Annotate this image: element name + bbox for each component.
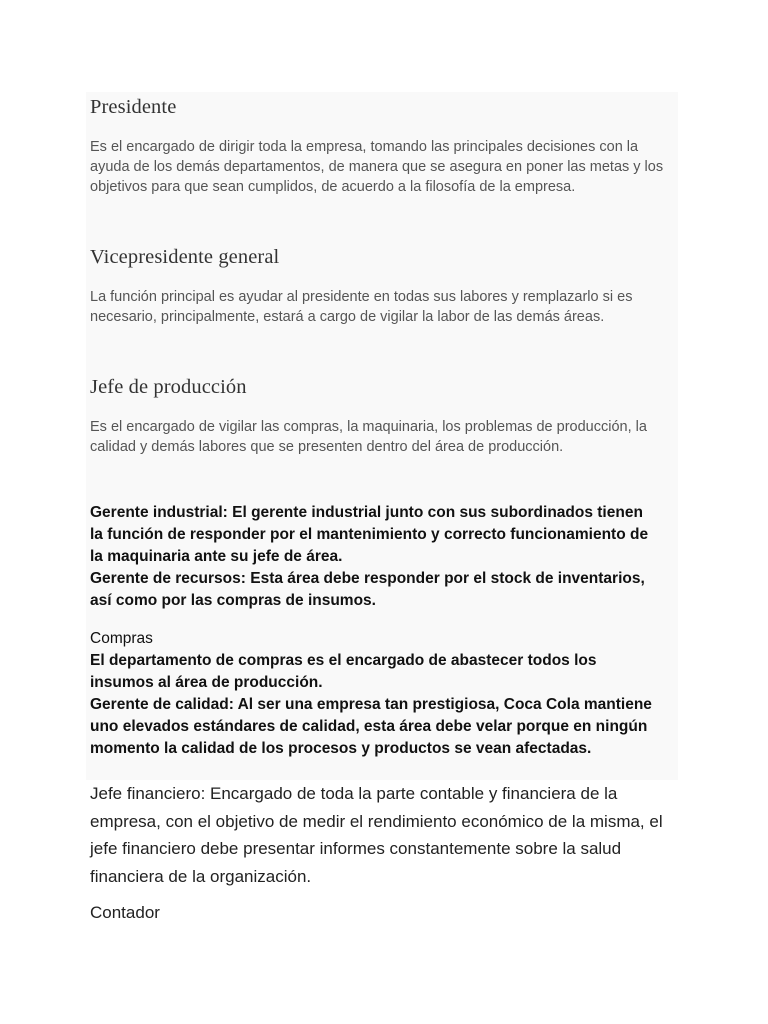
gerente-industrial-text: El gerente industrial junto con sus subordinados tienen la función de responder por el mantenimiento y correcto funcionamiento de la maquinaria ante su jefe de área. bbox=[90, 504, 649, 565]
gerente-calidad-paragraph bbox=[90, 694, 660, 760]
section-heading: Presidente bbox=[90, 96, 177, 118]
gerente-industrial-label: Gerente industrial: bbox=[90, 504, 228, 521]
gerente-calidad-text: Al ser una empresa tan prestigiosa, Coca Cola mantiene uno elevados estándares de calidad, esta área debe velar porque en ningún momento la calidad de los procesos y productos se vean afectadas. bbox=[90, 696, 652, 757]
gerente-recursos-paragraph bbox=[90, 568, 660, 612]
section-heading: Vicepresidente general bbox=[90, 246, 280, 268]
contador-heading: Contador bbox=[90, 903, 160, 922]
compras-title: Compras bbox=[90, 630, 153, 647]
section-heading: Jefe de producción bbox=[90, 376, 247, 398]
jefe-financiero-text: Jefe financiero: Encargado de toda la parte contable y financiera de la empresa, con el objetivo de medir el rendimiento económico de la misma, el jefe financiero debe presentar informes constantemente sobre la salud financiera de la organización. bbox=[90, 784, 663, 886]
section-text: Es el encargado de dirigir toda la empresa, tomando las principales decisiones con la ayuda de los demás departamentos, de manera que se asegura en poner las metas y los objetivos para que sean cumplidos, de acuerdo a la filosofía de la empresa. bbox=[90, 139, 664, 195]
section-jefe-produccion bbox=[90, 374, 676, 457]
compras-block bbox=[90, 628, 660, 760]
gerente-recursos-text: Esta área debe responder por el stock de inventarios, así como por las compras de insumos. bbox=[90, 570, 645, 609]
section-text: La función principal es ayudar al presidente en todas sus labores y remplazarlo si es necesario, principalmente, estará a cargo de vigilar la labor de las demás áreas. bbox=[90, 289, 633, 325]
compras-text: El departamento de compras es el encargado de abastecer todos los insumos al área de producción. bbox=[90, 652, 597, 691]
gerente-industrial-paragraph bbox=[90, 502, 660, 568]
gerente-recursos-label: Gerente de recursos: bbox=[90, 570, 246, 587]
section-presidente bbox=[90, 94, 676, 197]
jefe-financiero-block bbox=[90, 780, 670, 927]
gerente-calidad-label: Gerente de calidad: bbox=[90, 696, 234, 713]
section-vicepresidente bbox=[90, 244, 676, 327]
managers-block bbox=[90, 502, 660, 612]
section-text: Es el encargado de vigilar las compras, la maquinaria, los problemas de producción, la calidad y demás labores que se presenten dentro del área de producción. bbox=[90, 419, 647, 455]
